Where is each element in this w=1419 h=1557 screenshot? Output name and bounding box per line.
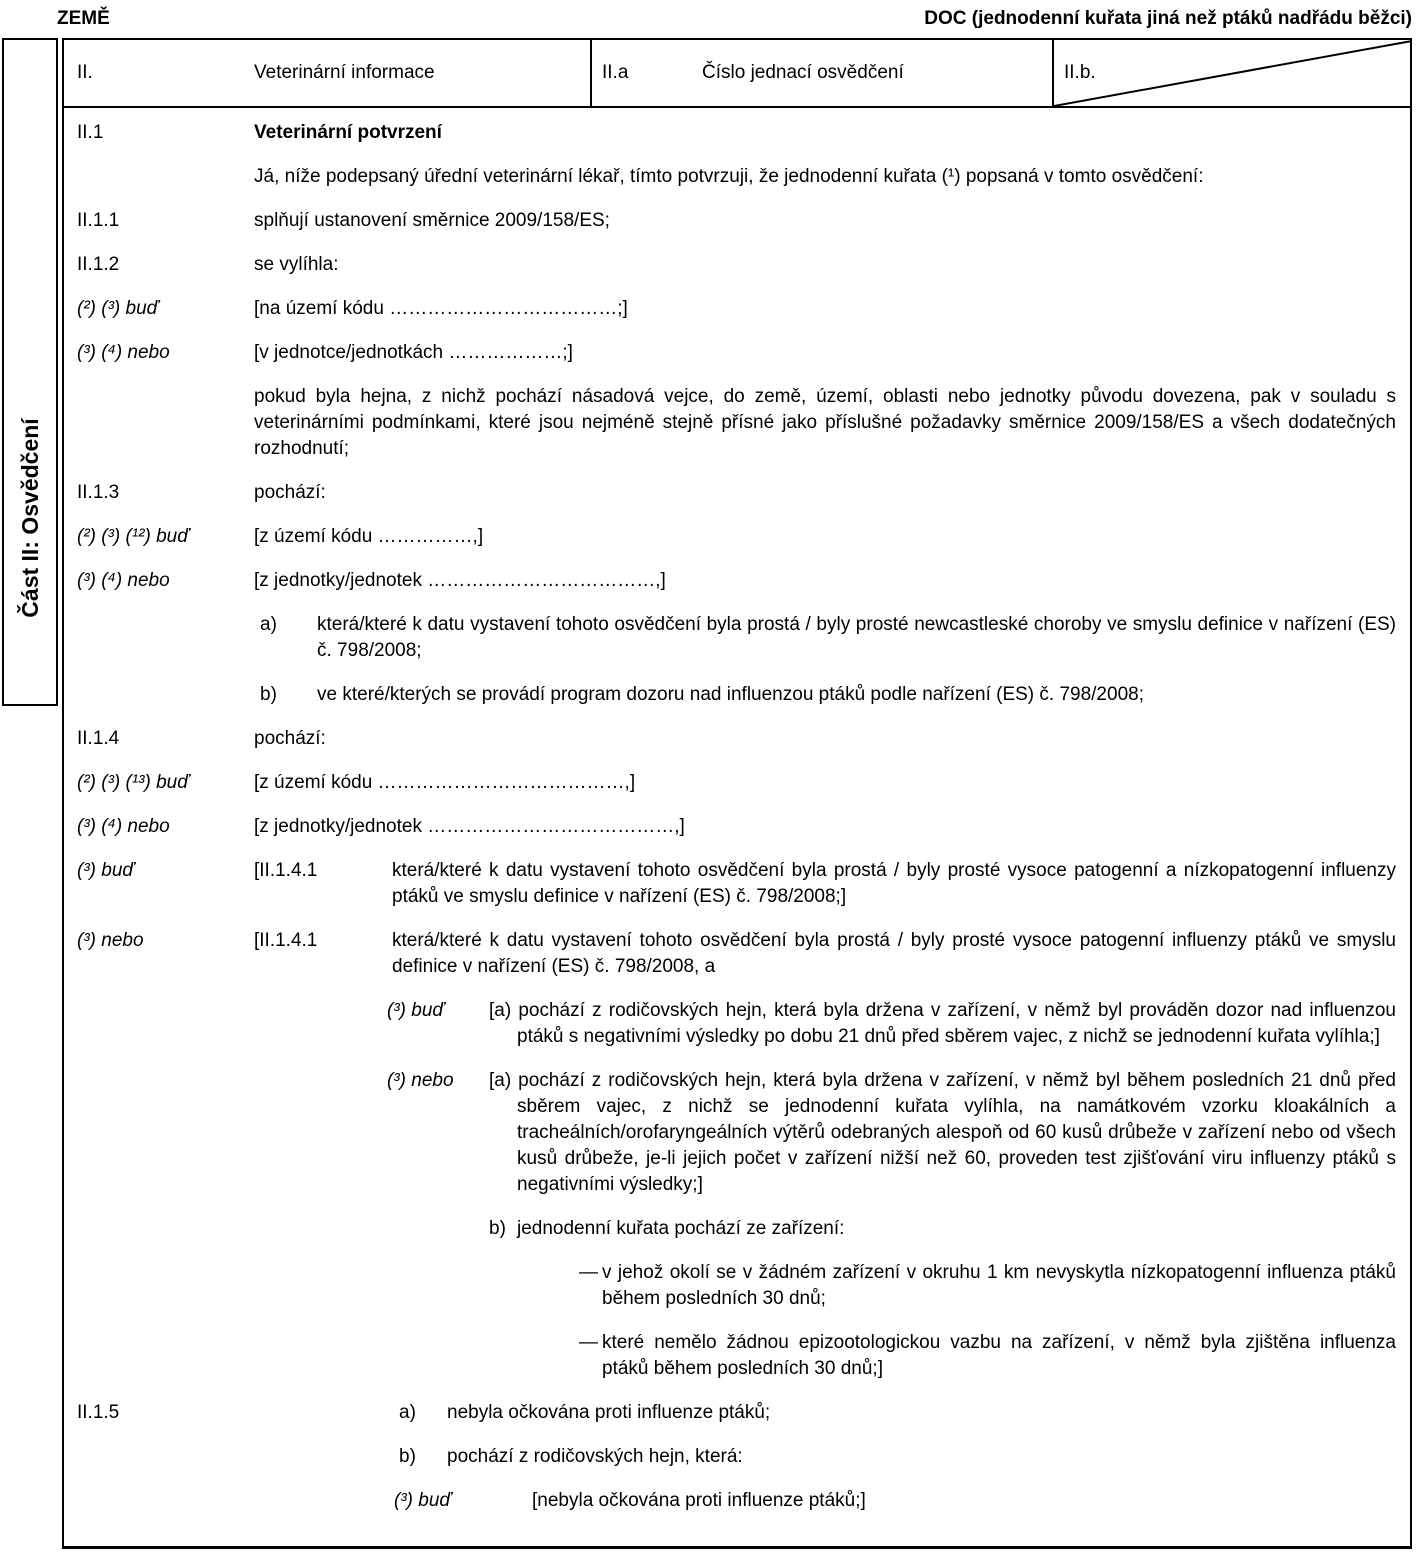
sub-clause-text: která/které k datu vystavení tohoto osvědčení byla prostá / byly prosté vysoce patogenní a nízkopatogenní influenzy ptáků ve smyslu definice v nařízení (ES) č. 798/2008;]: [392, 860, 1396, 907]
list-marker: b): [489, 1218, 506, 1239]
list-item-text: nebyla očkována proti influenze ptáků;: [447, 1402, 771, 1423]
nested-clause-text: [a) pochází z rodičovských hejn, která byla držena v zařízení, v němž byl prováděn dozor nad influenzou ptáků s negativními výsledky po dobu 21 dnů před sběrem vajec, z nichž se jednodenní kuřata vylíhla;]: [489, 1000, 1396, 1047]
nested-clause-text: [nebyla očkována proti influenze ptáků;]: [532, 1490, 866, 1511]
row-or-compartment-2: [77, 568, 1396, 594]
clause-text: pokud byla hejna, z nichž pochází násadová vejce, do země, území, oblasti nebo jednotky původu dovezena, pak v souladu s veterinárními podmínkami, které jsou nejméně stejně přísné jako příslušné požadavky směrnice 2009/158/ES a všech dodatečných rozhodnutí;: [254, 386, 1396, 459]
clause-number: [77, 1216, 254, 1242]
row-ii14: [77, 726, 1396, 752]
clause-number: II.1: [77, 122, 104, 143]
clause-option-label: (³) (⁴) nebo: [77, 816, 170, 837]
sub-clause-number: [II.1.4.1: [254, 860, 318, 881]
clause-option-label: (³) (⁴) nebo: [77, 342, 170, 363]
clause-number: II.1.3: [77, 482, 120, 503]
clause-text-with-blank: [na území kódu ………………………………;]: [254, 298, 628, 319]
diagonal-strikethrough-line: [1054, 40, 1410, 106]
row-dash-surroundings: [77, 1260, 1396, 1312]
sidebar-title: Část II: Osvědčení: [17, 418, 43, 618]
row-dash-epizootic: [77, 1330, 1396, 1382]
clause-option-label: (³) nebo: [77, 930, 144, 951]
clause-number: [77, 612, 254, 664]
clause-option-label: (²) (³) (¹³) buď: [77, 772, 190, 793]
certificate-sheet: [2, 38, 1412, 1549]
row-establishment-b: [77, 1216, 1396, 1242]
list-marker: b): [399, 1446, 416, 1467]
page-top-labels: [0, 0, 1419, 38]
clause-number: [77, 164, 254, 190]
clause-number: [77, 1260, 254, 1312]
dash-marker: —: [579, 1262, 598, 1283]
row-ii15-b: [77, 1444, 1396, 1470]
list-item-text: jednodenní kuřata pochází ze zařízení:: [517, 1218, 845, 1239]
row-ii13: [77, 480, 1396, 506]
header-title-certificate-number: Číslo jednací osvědčení: [702, 62, 904, 83]
row-ii13-a: [77, 612, 1396, 664]
clause-number: [77, 384, 254, 462]
list-item-text: pochází z rodičovských hejn, která:: [447, 1446, 743, 1467]
header-cell-iib: [1054, 40, 1410, 106]
clause-number: [77, 1444, 254, 1470]
row-either-territory-3: [77, 770, 1396, 796]
row-ii1: [77, 120, 1396, 146]
certificate-table: [62, 38, 1412, 1549]
clause-text-with-blank: [v jednotce/jednotkách ………………;]: [254, 342, 573, 363]
header-cell-certificate-number: [592, 40, 1054, 106]
clause-text: se vylíhla:: [254, 254, 339, 275]
dash-item-text: v jehož okolí se v žádném zařízení v okruhu 1 km nevyskytla nízkopatogenní influenza ptáků během posledních 30 dnů;: [602, 1262, 1396, 1309]
nested-option-label: (³) nebo: [387, 1070, 454, 1091]
sub-clause-text: která/které k datu vystavení tohoto osvědčení byla prostá / byly prosté vysoce patogenní influenzy ptáků ve smyslu definice v nařízení (ES) č. 798/2008, a: [392, 930, 1396, 977]
clause-number: II.1.5: [77, 1402, 120, 1423]
header-title-veterinary-info: Veterinární informace: [254, 62, 435, 83]
clause-text-with-blank: [z území kódu …………………………………,]: [254, 772, 636, 793]
header-code-iia: II.a: [602, 62, 629, 83]
certificate-body: [64, 108, 1410, 1514]
clause-number: II.1.1: [77, 210, 120, 231]
row-either-territory-2: [77, 524, 1396, 550]
clause-number: II.1.2: [77, 254, 120, 275]
list-item-text: která/které k datu vystavení tohoto osvědčení byla prostá / byly prosté newcastleské choroby ve smyslu definice v nařízení (ES) č. 798/2008;: [317, 614, 1396, 661]
clause-option-label: (³) (⁴) nebo: [77, 570, 170, 591]
list-marker: a): [260, 614, 277, 635]
row-ii15-a: [77, 1400, 1396, 1426]
doc-type-label: DOC (jednodenní kuřata jiná než ptáků nadřádu běžci): [924, 8, 1412, 29]
row-ii11: [77, 208, 1396, 234]
clause-text: pochází:: [254, 728, 326, 749]
table-header-row: [64, 40, 1410, 108]
clause-number: II.1.4: [77, 728, 120, 749]
clause-number: [77, 1068, 254, 1198]
clause-option-label: (²) (³) buď: [77, 298, 159, 319]
row-or-compartment-3: [77, 814, 1396, 840]
header-cell-veterinary-info: [64, 40, 592, 106]
clause-number: [77, 1488, 254, 1514]
nested-option-label: (³) buď: [394, 1490, 452, 1511]
country-label: ZEMĚ: [57, 8, 110, 29]
clause-option-label: (³) buď: [77, 860, 135, 881]
sub-clause-number: [II.1.4.1: [254, 930, 318, 951]
clause-text-with-blank: [z území kódu ……………,]: [254, 526, 484, 547]
clause-text: Veterinární potvrzení: [254, 122, 442, 143]
row-ii141-either: [77, 858, 1396, 910]
row-either-territory: [77, 296, 1396, 322]
clause-text-with-blank: [z jednotky/jednotek …………………………………,]: [254, 816, 685, 837]
row-ii15-either: [77, 1488, 1396, 1514]
list-item-text: ve které/kterých se provádí program dozoru nad influenzou ptáků podle nařízení (ES) č. 798/2008;: [317, 684, 1144, 705]
clause-number: [77, 682, 254, 708]
clause-text: splňují ustanovení směrnice 2009/158/ES;: [254, 210, 610, 231]
nested-option-label: (³) buď: [387, 1000, 445, 1021]
part-ii-sidebar: [2, 38, 58, 706]
row-ii12: [77, 252, 1396, 278]
dash-item-text: které nemělo žádnou epizootologickou vazbu na zařízení, v němž byla zjištěna influenza ptáků během posledních 30 dnů;]: [602, 1332, 1396, 1379]
row-or-compartment: [77, 340, 1396, 366]
row-flocks-paragraph: [77, 384, 1396, 462]
clause-text: pochází:: [254, 482, 326, 503]
clause-text-with-blank: [z jednotky/jednotek ………………………………,]: [254, 570, 666, 591]
row-ii13-b: [77, 682, 1396, 708]
clause-option-label: (²) (³) (¹²) buď: [77, 526, 190, 547]
list-marker: a): [399, 1402, 416, 1423]
row-parent-flocks-either: [77, 998, 1396, 1050]
nested-clause-text: [a) pochází z rodičovských hejn, která byla držena v zařízení, v němž byl během posledních 21 dnů před sběrem vajec, z nichž se jednodenní kuřata vylíhla, na namátkovém vzorku kloakálních a tracheálních/orofaryngeálních výtěrů odebraných alespoň od 60 kusů drůbeže v zařízení nebo od všech kusů drůbeže, je-li jejich počet v zařízení nižší než 60, proveden test zjišťování viru influenzy ptáků s negativními výsledky;]: [489, 1070, 1396, 1195]
dash-marker: —: [579, 1332, 598, 1353]
header-code-ii: II.: [77, 62, 93, 83]
list-marker: b): [260, 684, 277, 705]
clause-number: [77, 998, 254, 1050]
row-parent-flocks-or: [77, 1068, 1396, 1198]
header-code-iib: II.b.: [1064, 62, 1096, 83]
clause-number: [77, 1330, 254, 1382]
clause-text: Já, níže podepsaný úřední veterinární lékař, tímto potvrzuji, že jednodenní kuřata (¹) popsaná v tomto osvědčení:: [254, 166, 1204, 187]
row-ii141-or: [77, 928, 1396, 980]
row-declaration: [77, 164, 1396, 190]
